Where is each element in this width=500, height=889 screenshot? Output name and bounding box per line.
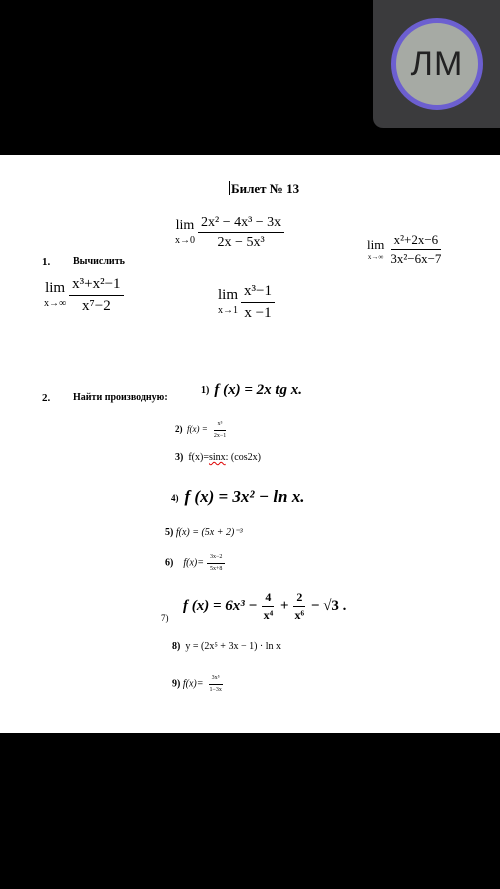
derivative-1 — [201, 382, 302, 399]
numerator: x⁵ — [214, 421, 225, 431]
item-number: 3) — [175, 452, 184, 463]
task2-label: Найти производную: — [73, 392, 168, 403]
derivative-6 — [165, 554, 225, 572]
derivative-2 — [175, 421, 229, 439]
task1-number: 1. — [42, 256, 51, 268]
formula: y = (2x⁵ + 3x − 1) · ln x — [185, 641, 282, 652]
numerator: x²+2x−6 — [391, 233, 442, 250]
numerator: 4 — [262, 591, 274, 607]
denominator: 2x−1 — [213, 432, 227, 439]
spellcheck-word: sinx — [208, 452, 226, 463]
formula-lhs: f(x)= — [182, 678, 204, 690]
item-number: 5) — [165, 527, 174, 538]
limit-4 — [218, 283, 275, 321]
ticket-title: Билет № 13 — [231, 181, 300, 196]
numerator: 3x−2 — [207, 554, 225, 564]
formula-rhs: − √3 . — [310, 598, 347, 615]
lim-word: lim — [175, 218, 195, 234]
avatar-panel — [373, 0, 500, 128]
denominator: 1−3x — [209, 686, 222, 693]
lim-subscript: x→1 — [218, 305, 238, 316]
item-number: 2) — [175, 424, 183, 435]
derivative-7-number: 7) — [161, 613, 169, 623]
item-number: 4) — [171, 493, 179, 503]
document-page — [0, 155, 500, 733]
derivative-8 — [172, 641, 281, 652]
lim-word: lim — [45, 280, 66, 296]
formula: f (x) = 3x² − ln x. — [184, 487, 305, 506]
formula-lhs: f (x) = 6x³ − — [183, 598, 258, 615]
item-number: 8) — [172, 641, 181, 652]
formula: f(x) = (5x + 2)⁻³ — [175, 527, 243, 538]
denominator: 3x²−6x−7 — [390, 251, 442, 267]
formula-suffix: : (cos2x) — [225, 452, 261, 463]
lim-subscript: x→∞ — [367, 253, 384, 262]
numerator: 3x⁵ — [209, 675, 223, 685]
limit-1 — [175, 215, 284, 251]
lim-subscript: x→∞ — [44, 298, 67, 309]
task2-number: 2. — [42, 392, 51, 404]
derivative-5 — [165, 527, 243, 538]
item-number: 1) — [201, 385, 210, 396]
lim-word: lim — [218, 287, 239, 303]
denominator: x −1 — [244, 304, 272, 321]
limit-3 — [44, 276, 124, 314]
denominator: x⁶ — [294, 608, 305, 623]
formula-lhs: f(x) = — [187, 424, 208, 435]
formula-prefix: f(x)= — [188, 452, 209, 463]
formula: f (x) = 2x tg x. — [214, 382, 303, 398]
lim-subscript: x→0 — [175, 235, 195, 247]
plus-sign: + — [279, 598, 289, 615]
denominator: x⁷−2 — [82, 297, 111, 314]
avatar-initials: ЛМ — [410, 44, 464, 83]
numerator: 2x² − 4x³ − 3x — [198, 215, 284, 233]
task1-label: Вычислить — [73, 256, 125, 267]
derivative-7 — [183, 591, 346, 622]
numerator: x³−1 — [241, 283, 275, 303]
avatar[interactable] — [391, 18, 483, 110]
derivative-3 — [175, 452, 261, 463]
denominator: 2x − 5x³ — [217, 235, 265, 251]
item-number: 6) — [165, 557, 174, 569]
denominator: 5x+8 — [209, 565, 223, 572]
derivative-4 — [171, 487, 305, 507]
denominator: x⁴ — [263, 608, 274, 623]
item-number: 9) — [172, 678, 181, 690]
text-cursor — [229, 181, 230, 195]
numerator: x³+x²−1 — [69, 276, 123, 296]
limit-2 — [367, 233, 444, 267]
numerator: 2 — [293, 591, 305, 607]
lim-word: lim — [367, 237, 385, 253]
formula-lhs: f(x)= — [183, 557, 204, 569]
derivative-9 — [172, 675, 225, 693]
